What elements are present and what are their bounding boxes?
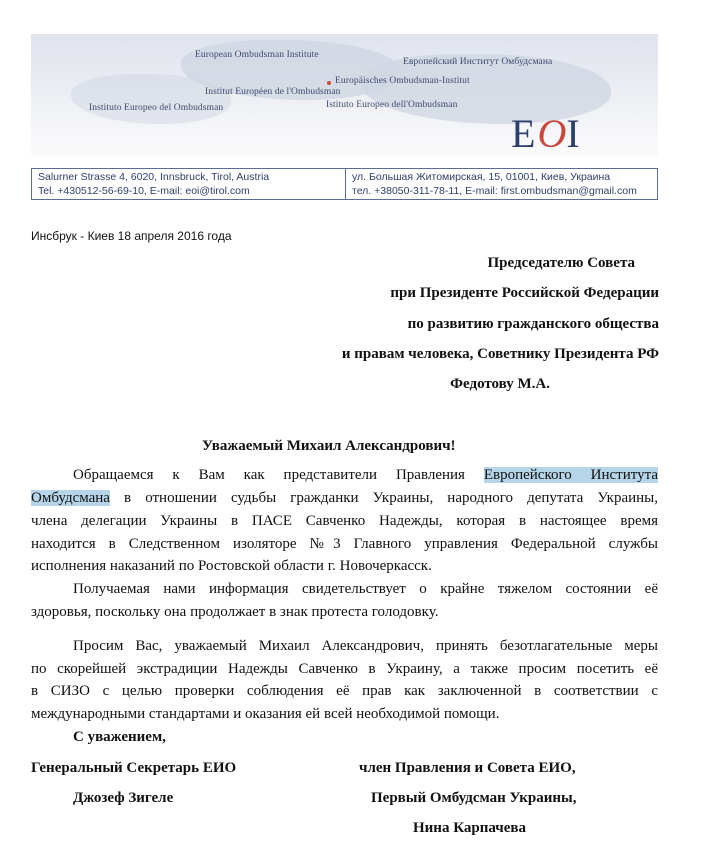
signatory-right-title: член Правления и Совета ЕИО, <box>359 760 576 776</box>
paragraph-1-line-5: исполнения наказаний по Ростовской области г. Новочеркасск. <box>31 558 432 574</box>
salutation: Уважаемый Михаил Александрович! <box>202 438 456 454</box>
highlighted-text: Европейского Института <box>483 467 659 483</box>
closing-regards: С уважением, <box>73 729 166 745</box>
signatory-left-title: Генеральный Секретарь ЕИО <box>31 760 237 776</box>
paragraph-2-line-1: Получаемая нами информация свидетельствует о крайне тяжелом состоянии её <box>73 581 658 597</box>
address-line: ул. Большая Житомирская, 15, 01001, Киев, Украина <box>352 171 611 183</box>
paragraph-3-line-2: по скорейшей экстрадиции Надежды Савченко в Украину, а также просим посетить её <box>31 661 658 677</box>
banner-name-en: European Ombudsman Institute <box>195 50 319 60</box>
signatory-right-title-2: Первый Омбудсман Украины, <box>371 790 577 806</box>
paragraph-2-line-2: здоровья, поскольку она продолжает в знак протеста голодовку. <box>31 604 439 620</box>
address-line: Salurner Strasse 4, 6020, Innsbruck, Tirol, Austria <box>38 171 270 183</box>
letterhead-banner <box>31 34 658 157</box>
address-innsbruck <box>32 169 346 199</box>
eoi-logo: EOI <box>511 111 582 156</box>
paragraph-1-line-4: находится в Следственном изоляторе №3 Главного управления Федеральной службы <box>31 536 658 552</box>
addressee-line-1: Председателю Совета <box>487 255 635 271</box>
contact-line: тел. +38050-311-78-11, E-mail: first.ombudsman@gmail.com <box>352 185 637 197</box>
paragraph-3-line-3: в СИЗО с целью проверки соблюдения её прав как заключенной в соответствии с <box>31 683 658 699</box>
date-line: Инсбрук - Киев 18 апреля 2016 года <box>31 229 232 243</box>
banner-name-it: Istituto Europeo dell'Ombudsman <box>326 100 458 110</box>
addressee-line-2: при Президенте Российской Федерации <box>390 285 659 301</box>
paragraph-3-line-1: Просим Вас, уважаемый Михаил Александрович, принять безотлагательные меры <box>73 638 658 654</box>
banner-name-es: Instituto Europeo del Ombudsman <box>89 103 224 113</box>
paragraph-1-line-2: Омбудсмана в отношении судьбы гражданки Украины, народного депутата Украины, <box>31 490 658 506</box>
banner-name-fr: Institut Européen de l'Ombudsman <box>205 87 341 97</box>
paragraph-1-line-1: Обращаемся к Вам как представители Правления Европейского Института <box>73 467 659 483</box>
map-background-shape <box>71 74 231 124</box>
address-kyiv <box>346 169 657 199</box>
banner-name-de: Europäisches Ombudsman-Institut <box>335 76 470 86</box>
addressee-line-4: и правам человека, Советнику Президента РФ <box>341 346 659 362</box>
addressee-line-5: Федотову М.А. <box>450 376 550 392</box>
banner-name-ru: Европейский Институт Омбудсмана <box>403 57 553 67</box>
contact-line: Tel. +430512-56-69-10, E-mail: eoi@tirol.com <box>38 185 250 197</box>
signatory-left-name: Джозеф Зигеле <box>73 790 174 806</box>
location-dot <box>327 81 331 85</box>
addressee-line-3: по развитию гражданского общества <box>407 316 659 332</box>
address-box <box>31 168 658 200</box>
paragraph-3-line-4: международными стандартами и оказания ей всей необходимой помощи. <box>31 706 500 722</box>
paragraph-1-line-3: члена делегации Украины в ПАСЕ Савченко Надежды, которая в настоящее время <box>31 513 658 529</box>
signatory-right-name: Нина Карпачева <box>413 820 526 836</box>
highlighted-text: Омбудсмана <box>31 490 110 506</box>
